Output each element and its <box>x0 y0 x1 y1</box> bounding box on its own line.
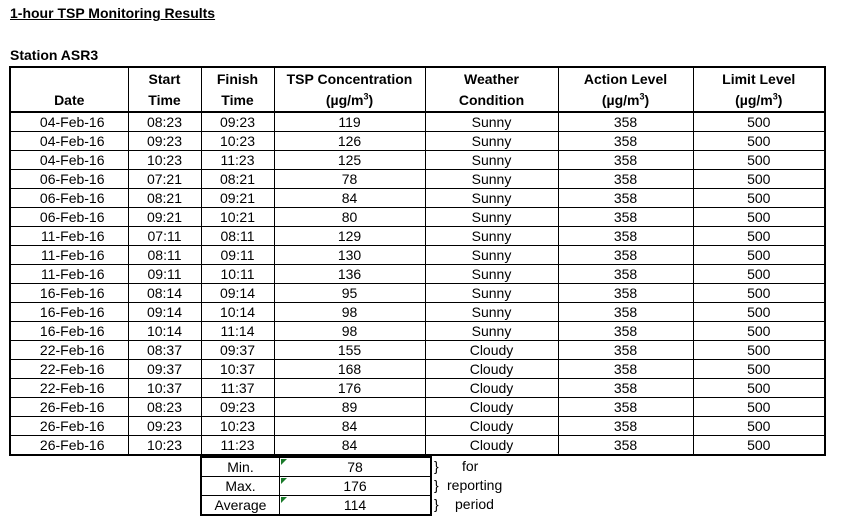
cell-tsp-concentration: 125 <box>274 151 425 170</box>
min-value: 78 <box>280 457 432 477</box>
cell-date: 06-Feb-16 <box>10 189 128 208</box>
cell-weather: Sunny <box>425 284 558 303</box>
cell-limit-level: 500 <box>693 151 825 170</box>
cell-action-level: 358 <box>558 208 693 227</box>
header-limit-level: Limit Level $(\mu g/m^3)$ <box>693 67 825 112</box>
cell-date: 04-Feb-16 <box>10 132 128 151</box>
cell-tsp-concentration: 78 <box>274 170 425 189</box>
table-body <box>10 112 825 455</box>
cell-finish-time: 09:21 <box>201 189 274 208</box>
cell-limit-level: 500 <box>693 112 825 132</box>
table-row <box>10 379 825 398</box>
cell-start-time: 08:11 <box>128 246 201 265</box>
header-action-level: Action Level $(\mu g/m^3)$ <box>558 67 693 112</box>
cell-start-time: 07:21 <box>128 170 201 189</box>
cell-tsp-concentration: 84 <box>274 189 425 208</box>
table-row <box>10 208 825 227</box>
cell-finish-time: 11:37 <box>201 379 274 398</box>
cell-limit-level: 500 <box>693 284 825 303</box>
cell-action-level: 358 <box>558 322 693 341</box>
cell-tsp-concentration: 95 <box>274 284 425 303</box>
header-date: Date <box>10 67 128 112</box>
cell-tsp-concentration: 129 <box>274 227 425 246</box>
cell-start-time: 08:23 <box>128 398 201 417</box>
header-weather-condition: Weather Condition <box>425 67 558 112</box>
station-label: Station ASR3 <box>10 47 99 63</box>
max-label: Max. <box>201 477 280 496</box>
cell-action-level: 358 <box>558 265 693 284</box>
cell-finish-time: 11:14 <box>201 322 274 341</box>
cell-limit-level: 500 <box>693 132 825 151</box>
cell-start-time: 07:11 <box>128 227 201 246</box>
brace-2: } <box>434 477 439 493</box>
cell-weather: Sunny <box>425 322 558 341</box>
cell-date: 22-Feb-16 <box>10 341 128 360</box>
cell-finish-time: 09:37 <box>201 341 274 360</box>
cell-finish-time: 08:21 <box>201 170 274 189</box>
cell-limit-level: 500 <box>693 341 825 360</box>
cell-finish-time: 10:11 <box>201 265 274 284</box>
summary-max-row <box>201 477 431 496</box>
cell-finish-time: 10:23 <box>201 417 274 436</box>
error-indicator-icon <box>281 459 287 465</box>
cell-start-time: 08:37 <box>128 341 201 360</box>
cell-limit-level: 500 <box>693 303 825 322</box>
table-row <box>10 417 825 436</box>
cell-action-level: 358 <box>558 227 693 246</box>
cell-tsp-concentration: 136 <box>274 265 425 284</box>
error-indicator-icon <box>281 478 287 484</box>
cell-weather: Sunny <box>425 112 558 132</box>
cell-action-level: 358 <box>558 379 693 398</box>
cell-limit-level: 500 <box>693 189 825 208</box>
cell-action-level: 358 <box>558 436 693 456</box>
cell-start-time: 09:23 <box>128 417 201 436</box>
cell-tsp-concentration: 80 <box>274 208 425 227</box>
table-row <box>10 322 825 341</box>
cell-action-level: 358 <box>558 112 693 132</box>
header-row <box>10 67 825 112</box>
cell-start-time: 10:23 <box>128 151 201 170</box>
cell-start-time: 10:23 <box>128 436 201 456</box>
cell-limit-level: 500 <box>693 246 825 265</box>
cell-start-time: 09:11 <box>128 265 201 284</box>
cell-start-time: 09:23 <box>128 132 201 151</box>
table-row <box>10 303 825 322</box>
table-row <box>10 436 825 456</box>
cell-finish-time: 10:37 <box>201 360 274 379</box>
cell-start-time: 10:14 <box>128 322 201 341</box>
table-row <box>10 398 825 417</box>
cell-weather: Cloudy <box>425 379 558 398</box>
cell-limit-level: 500 <box>693 398 825 417</box>
cell-weather: Sunny <box>425 265 558 284</box>
cell-date: 04-Feb-16 <box>10 151 128 170</box>
cell-date: 11-Feb-16 <box>10 246 128 265</box>
cell-tsp-concentration: 155 <box>274 341 425 360</box>
table-row <box>10 284 825 303</box>
cell-action-level: 358 <box>558 341 693 360</box>
cell-date: 22-Feb-16 <box>10 360 128 379</box>
cell-weather: Sunny <box>425 132 558 151</box>
cell-weather: Cloudy <box>425 436 558 456</box>
cell-finish-time: 11:23 <box>201 151 274 170</box>
cell-action-level: 358 <box>558 151 693 170</box>
cell-start-time: 08:14 <box>128 284 201 303</box>
cell-limit-level: 500 <box>693 170 825 189</box>
cell-date: 16-Feb-16 <box>10 322 128 341</box>
cell-limit-level: 500 <box>693 436 825 456</box>
cell-action-level: 358 <box>558 284 693 303</box>
note-reporting: reporting <box>447 477 503 493</box>
cell-start-time: 09:14 <box>128 303 201 322</box>
cell-finish-time: 09:23 <box>201 112 274 132</box>
summary-block <box>200 456 432 516</box>
cell-finish-time: 09:14 <box>201 284 274 303</box>
header-start-time: Start Time <box>128 67 201 112</box>
note-for: for <box>462 458 479 474</box>
cell-action-level: 358 <box>558 246 693 265</box>
cell-weather: Cloudy <box>425 360 558 379</box>
cell-start-time: 09:37 <box>128 360 201 379</box>
cell-weather: Sunny <box>425 227 558 246</box>
cell-limit-level: 500 <box>693 227 825 246</box>
cell-action-level: 358 <box>558 303 693 322</box>
cell-finish-time: 08:11 <box>201 227 274 246</box>
cell-date: 26-Feb-16 <box>10 436 128 456</box>
table-row <box>10 151 825 170</box>
cell-weather: Sunny <box>425 246 558 265</box>
summary-table <box>200 456 432 516</box>
table-row <box>10 341 825 360</box>
table-row <box>10 246 825 265</box>
header-tsp-concentration: TSP Concentration $(\mu g/m^3)$ <box>274 67 425 112</box>
note-period: period <box>455 496 494 512</box>
error-indicator-icon <box>281 497 287 503</box>
cell-date: 11-Feb-16 <box>10 265 128 284</box>
cell-tsp-concentration: 130 <box>274 246 425 265</box>
cell-weather: Sunny <box>425 151 558 170</box>
min-label: Min. <box>201 457 280 477</box>
results-table <box>9 66 826 456</box>
cell-tsp-concentration: 168 <box>274 360 425 379</box>
cell-tsp-concentration: 84 <box>274 436 425 456</box>
cell-finish-time: 09:11 <box>201 246 274 265</box>
table-row <box>10 360 825 379</box>
summary-min-row <box>201 457 431 477</box>
cell-start-time: 09:21 <box>128 208 201 227</box>
cell-tsp-concentration: 176 <box>274 379 425 398</box>
average-value: 114 <box>280 496 432 516</box>
brace-3: } <box>434 496 439 512</box>
cell-limit-level: 500 <box>693 208 825 227</box>
page-title: 1-hour TSP Monitoring Results <box>10 5 216 21</box>
cell-finish-time: 10:23 <box>201 132 274 151</box>
cell-weather: Cloudy <box>425 341 558 360</box>
table-row <box>10 112 825 132</box>
table-row <box>10 189 825 208</box>
cell-date: 16-Feb-16 <box>10 284 128 303</box>
cell-date: 26-Feb-16 <box>10 398 128 417</box>
cell-action-level: 358 <box>558 189 693 208</box>
table-row <box>10 265 825 284</box>
cell-tsp-concentration: 89 <box>274 398 425 417</box>
table-row <box>10 132 825 151</box>
cell-action-level: 358 <box>558 170 693 189</box>
cell-weather: Sunny <box>425 189 558 208</box>
cell-limit-level: 500 <box>693 379 825 398</box>
average-label: Average <box>201 496 280 516</box>
cell-date: 11-Feb-16 <box>10 227 128 246</box>
header-finish-time: Finish Time <box>201 67 274 112</box>
cell-action-level: 358 <box>558 132 693 151</box>
cell-tsp-concentration: 98 <box>274 322 425 341</box>
cell-date: 04-Feb-16 <box>10 112 128 132</box>
cell-weather: Sunny <box>425 170 558 189</box>
cell-start-time: 08:21 <box>128 189 201 208</box>
cell-start-time: 10:37 <box>128 379 201 398</box>
max-value: 176 <box>280 477 432 496</box>
cell-action-level: 358 <box>558 398 693 417</box>
cell-date: 16-Feb-16 <box>10 303 128 322</box>
cell-limit-level: 500 <box>693 360 825 379</box>
cell-finish-time: 10:21 <box>201 208 274 227</box>
cell-finish-time: 09:23 <box>201 398 274 417</box>
table-row <box>10 170 825 189</box>
cell-tsp-concentration: 84 <box>274 417 425 436</box>
cell-finish-time: 11:23 <box>201 436 274 456</box>
cell-tsp-concentration: 126 <box>274 132 425 151</box>
cell-date: 26-Feb-16 <box>10 417 128 436</box>
summary-avg-row <box>201 496 431 516</box>
cell-weather: Cloudy <box>425 417 558 436</box>
brace-1: } <box>434 458 439 474</box>
cell-limit-level: 500 <box>693 322 825 341</box>
table-row <box>10 227 825 246</box>
cell-limit-level: 500 <box>693 265 825 284</box>
cell-date: 06-Feb-16 <box>10 170 128 189</box>
cell-weather: Sunny <box>425 208 558 227</box>
cell-tsp-concentration: 98 <box>274 303 425 322</box>
cell-date: 22-Feb-16 <box>10 379 128 398</box>
cell-start-time: 08:23 <box>128 112 201 132</box>
cell-weather: Sunny <box>425 303 558 322</box>
cell-action-level: 358 <box>558 360 693 379</box>
cell-finish-time: 10:14 <box>201 303 274 322</box>
cell-date: 06-Feb-16 <box>10 208 128 227</box>
cell-limit-level: 500 <box>693 417 825 436</box>
cell-weather: Cloudy <box>425 398 558 417</box>
cell-tsp-concentration: 119 <box>274 112 425 132</box>
cell-action-level: 358 <box>558 417 693 436</box>
